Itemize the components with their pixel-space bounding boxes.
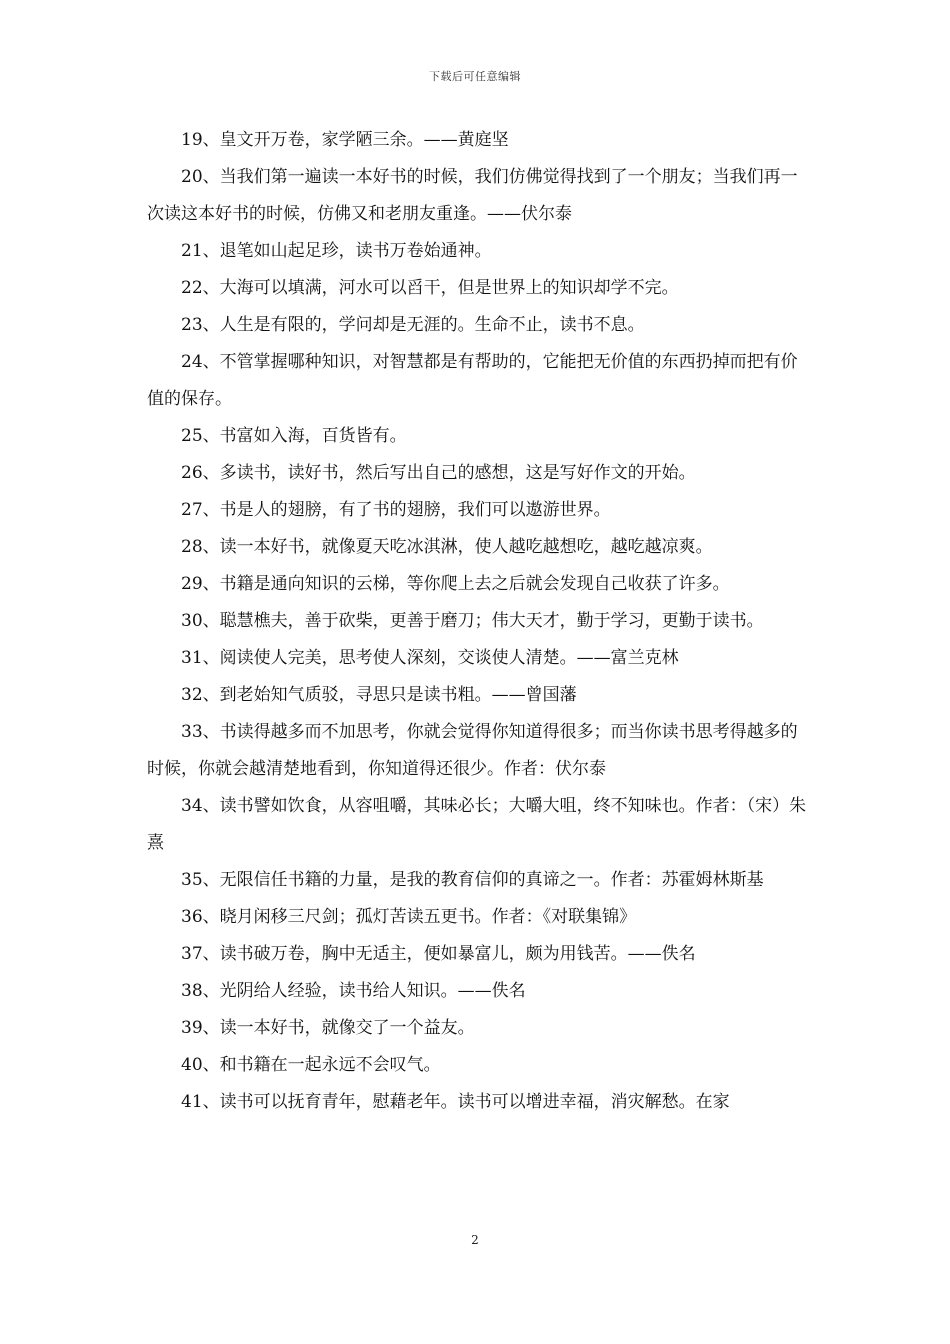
quote-paragraph: 23、人生是有限的，学问却是无涯的。生命不止，读书不息。 [181, 315, 645, 335]
quote-paragraph: 35、无限信任书籍的力量，是我的教育信仰的真谛之一。作者：苏霍姆林斯基 [181, 870, 764, 890]
quote-paragraph: 24、不管掌握哪种知识，对智慧都是有帮助的，它能把无价值的东西扔掉而把有价值的保存。 [147, 352, 798, 409]
quote-paragraph: 36、晓月闲移三尺剑；孤灯苦读五更书。作者：《对联集锦》 [181, 907, 637, 927]
quote-paragraph: 26、多读书，读好书，然后写出自己的感想，这是写好作文的开始。 [181, 463, 696, 483]
quote-paragraph: 38、光阴给人经验，读书给人知识。——佚名 [181, 981, 526, 1001]
quote-paragraph: 32、到老始知气质驳，寻思只是读书粗。——曾国藩 [181, 685, 577, 705]
quote-paragraph: 34、读书譬如饮食，从容咀嚼，其味必长；大嚼大咀，终不知味也。作者：（宋）朱熹 [147, 796, 807, 853]
quote-paragraph: 41、读书可以抚育青年，慰藉老年。读书可以增进幸福，消灾解愁。在家 [181, 1092, 730, 1112]
quote-paragraph: 37、读书破万卷，胸中无适主，便如暴富儿，颇为用钱苦。——佚名 [181, 944, 696, 964]
quote-paragraph: 20、当我们第一遍读一本好书的时候，我们仿佛觉得找到了一个朋友；当我们再一次读这本好书的时候，仿佛又和老朋友重逢。——伏尔泰 [147, 167, 798, 224]
quote-paragraph: 39、读一本好书，就像交了一个益友。 [181, 1018, 475, 1038]
quote-paragraph: 30、聪慧樵夫，善于砍柴，更善于磨刀；伟大天才，勤于学习，更勤于读书。 [181, 611, 764, 631]
quote-paragraph: 21、退笔如山起足珍，读书万卷始通神。 [181, 241, 492, 261]
quote-paragraph: 29、书籍是通向知识的云梯，等你爬上去之后就会发现自己收获了许多。 [181, 574, 730, 594]
quote-paragraph: 40、和书籍在一起永远不会叹气。 [181, 1055, 441, 1075]
quote-list [147, 122, 812, 1121]
page-header: 下载后可任意编辑 [429, 70, 521, 83]
quote-paragraph: 27、书是人的翅膀，有了书的翅膀，我们可以遨游世界。 [181, 500, 611, 520]
page-number: 2 [471, 1233, 479, 1247]
quote-paragraph: 25、书富如入海，百货皆有。 [181, 426, 407, 446]
quote-paragraph: 22、大海可以填满，河水可以舀干，但是世界上的知识却学不完。 [181, 278, 679, 298]
quote-paragraph: 28、读一本好书，就像夏天吃冰淇淋，使人越吃越想吃，越吃越凉爽。 [181, 537, 713, 557]
quote-paragraph: 33、书读得越多而不加思考，你就会觉得你知道得很多；而当你读书思考得越多的时候，你就会越清楚地看到，你知道得还很少。作者：伏尔泰 [147, 722, 798, 779]
quote-paragraph: 31、阅读使人完美，思考使人深刻，交谈使人清楚。——富兰克林 [181, 648, 679, 668]
quote-paragraph: 19、皇文开万卷，家学陋三余。——黄庭坚 [181, 130, 509, 150]
